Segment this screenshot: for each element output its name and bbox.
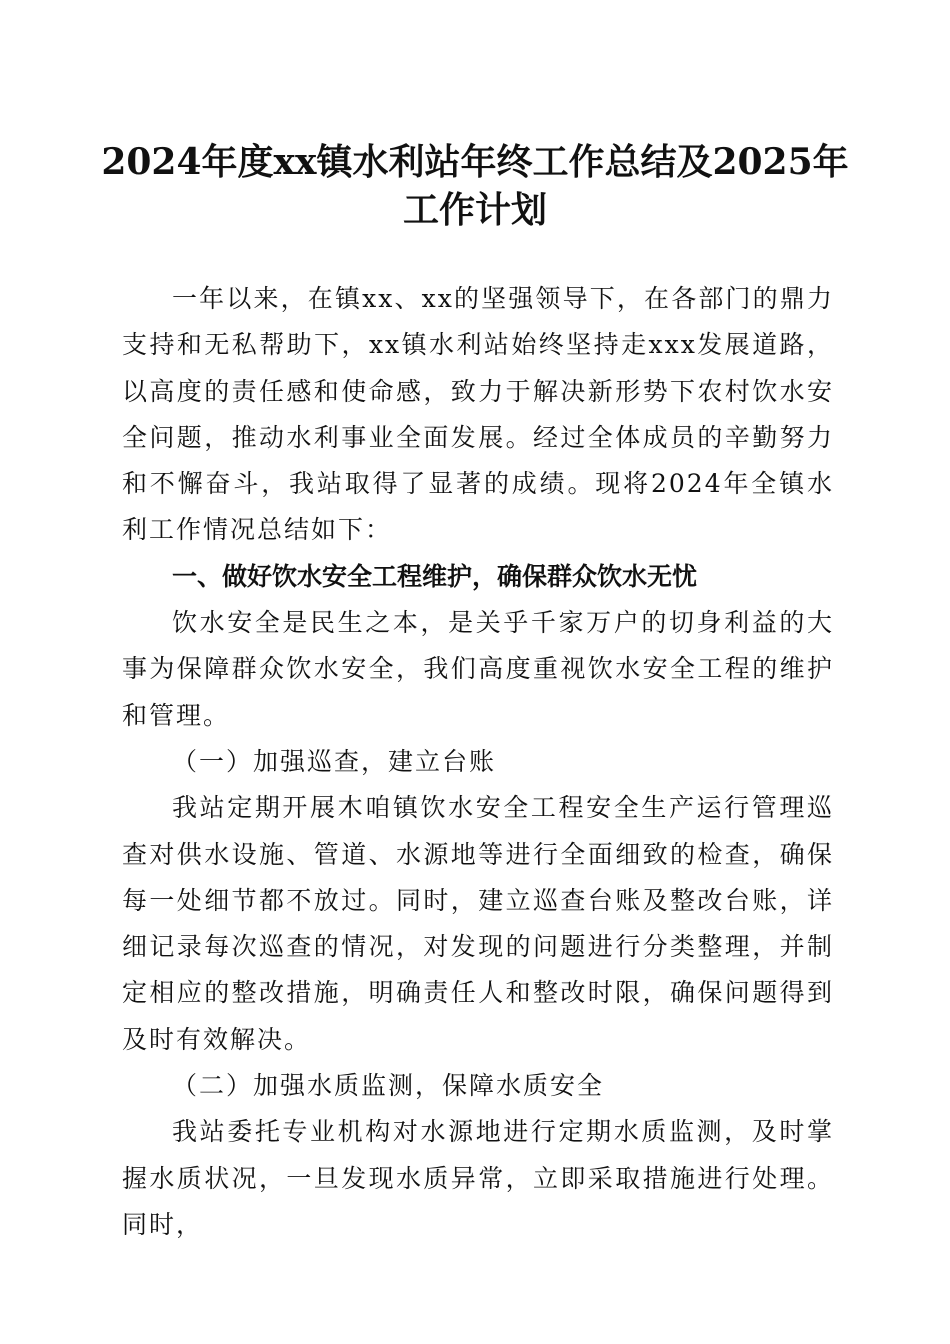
- title-line-1: 2024年度xx镇水利站年终工作总结及2025年: [101, 141, 849, 183]
- section-heading-1: 一、做好饮水安全工程维护，确保群众饮水无忧: [172, 561, 698, 591]
- subsection-2-paragraph: 我站委托专业机构对水源地进行定期水质监测，及时掌握水质状况，一旦发现水质异常，立即采取措施进行处理。同时，: [122, 1117, 834, 1239]
- document-title: [100, 138, 850, 234]
- subsection-heading-1: （一）加强巡查，建立台账: [172, 746, 497, 776]
- section-1-paragraph: 饮水安全是民生之本，是关乎千家万户的切身利益的大事为保障群众饮水安全，我们高度重视饮水安全工程的维护和管理。: [122, 608, 834, 730]
- subsection-1-paragraph: 我站定期开展木咱镇饮水安全工程安全生产运行管理巡查对供水设施、管道、水源地等进行全面细致的检查，确保每一处细节都不放过。同时，建立巡查台账及整改台账，详细记录每次巡查的情况，对发现的问题进行分类整理，并制定相应的整改措施，明确责任人和整改时限，确保问题得到及时有效解决。: [122, 793, 834, 1054]
- subsection-heading-2: （二）加强水质监测，保障水质安全: [172, 1071, 605, 1101]
- intro-paragraph: 一年以来，在镇xx、xx的坚强领导下，在各部门的鼎力支持和无私帮助下，xx镇水利站始终坚持走xxx发展道路，以高度的责任感和使命感，致力于解决新形势下农村饮水安全问题，推动水利事业全面发展。经过全体成员的辛勤努力和不懈奋斗，我站取得了显著的成绩。现将2024年全镇水利工作情况总结如下：: [122, 284, 834, 545]
- document-body: [122, 276, 834, 1248]
- title-line-2: 工作计划: [402, 189, 547, 231]
